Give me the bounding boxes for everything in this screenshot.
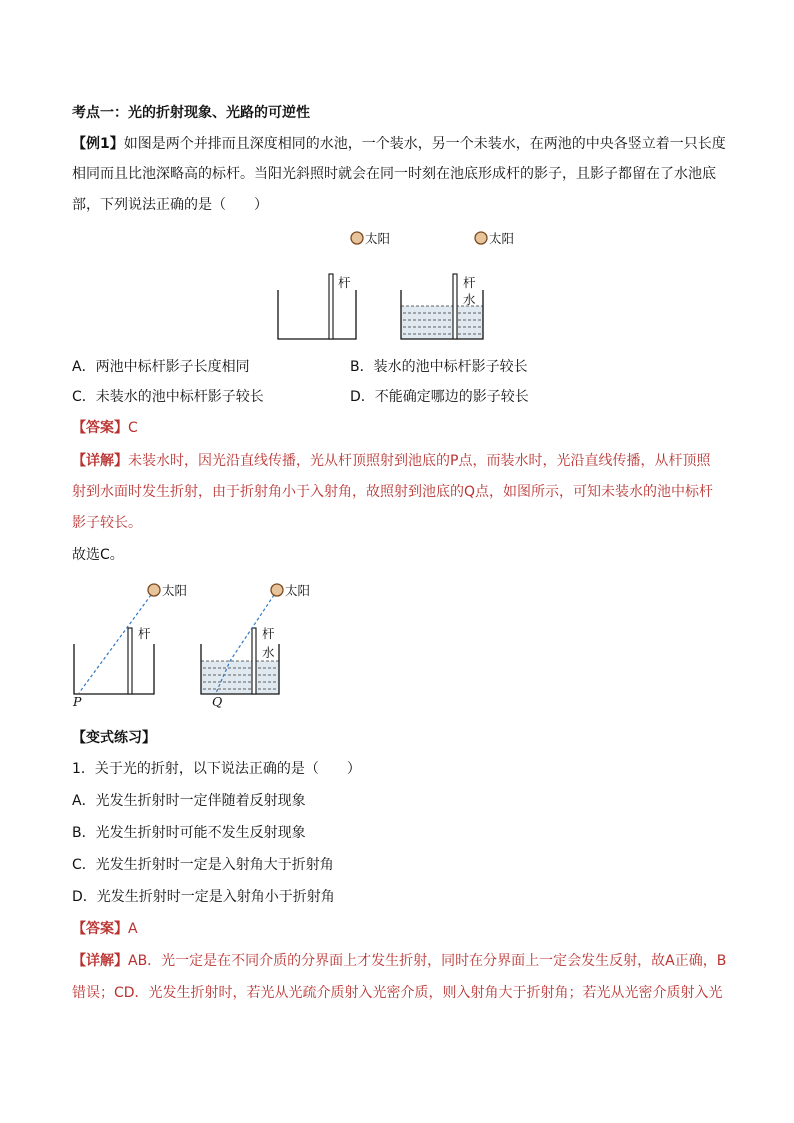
example-detail-line-1: 【详解】未装水时，因光沿直线传播，光从杆顶照射到池底的P点，而装水时，光沿直线传播，从杆顶照 (72, 453, 711, 469)
sun-left-icon (148, 584, 160, 596)
example-question-line-1: 【例1】如图是两个并排而且深度相同的水池，一个装水，另一个未装水，在两池的中央各竖立着一只长度 (72, 136, 726, 152)
practice-question: 1．关于光的折射，以下说法正确的是（ ） (72, 761, 361, 777)
pole-left-label: 杆 (338, 275, 351, 290)
pole-left (128, 628, 132, 694)
sun-right-label: 太阳 (489, 231, 515, 246)
example-detail-line-3: 影子较长。 (72, 515, 142, 531)
pole-left-label: 杆 (138, 626, 151, 641)
example-answer-value: C (128, 420, 138, 436)
section-title: 考点一：光的折射现象、光路的可逆性 (72, 105, 310, 121)
empty-pool (278, 290, 356, 339)
sun-right-label: 太阳 (285, 583, 311, 598)
practice-option-b: B．光发生折射时可能不发生反射现象 (72, 825, 306, 841)
point-q-label: Q (212, 694, 223, 709)
option-c: C．未装水的池中标杆影子较长 (72, 389, 264, 405)
sun-left-label: 太阳 (365, 231, 391, 246)
pole-right (252, 628, 256, 694)
practice-detail-line-2: 错误；CD．光发生折射时，若光从光疏介质射入光密介质，则入射角大于折射角；若光从光密介质射入光 (72, 985, 723, 1001)
example-tag: 【例1】 (72, 136, 124, 152)
sun-right-icon (475, 232, 487, 244)
option-d: D．不能确定哪边的影子较长 (350, 389, 529, 405)
practice-option-a: A．光发生折射时一定伴随着反射现象 (72, 793, 306, 809)
example-question-line-2: 相同而且比池深略高的标杆。当阳光斜照时就会在同一时刻在池底形成杆的影子，且影子都留在了水池底 (72, 166, 716, 182)
pole-right (453, 274, 457, 339)
practice-option-d: D．光发生折射时一定是入射角小于折射角 (72, 889, 335, 905)
practice-answer: 【答案】A (72, 921, 138, 937)
practice-heading: 【变式练习】 (72, 730, 156, 746)
practice-answer-value: A (128, 921, 138, 937)
sun-right-icon (271, 584, 283, 596)
practice-option-c: C．光发生折射时一定是入射角大于折射角 (72, 857, 334, 873)
example-answer: 【答案】C (72, 420, 138, 436)
water-label: 水 (463, 292, 476, 307)
sun-left-icon (351, 232, 363, 244)
example-question-line-3: 部，下列说法正确的是（ ） (72, 197, 268, 213)
empty-pool (74, 644, 154, 694)
sun-left-label: 太阳 (162, 583, 188, 598)
pole-right-label: 杆 (262, 626, 275, 641)
pole-left (329, 274, 333, 339)
water-label: 水 (262, 645, 275, 660)
option-a: A．两池中标杆影子长度相同 (72, 359, 250, 375)
light-ray-left (79, 595, 151, 693)
pole-right-label: 杆 (463, 275, 476, 290)
option-b: B．装水的池中标杆影子较长 (350, 359, 528, 375)
point-p-label: P (73, 694, 82, 709)
example-conclusion: 故选C。 (72, 547, 124, 563)
figure-pools-1 (270, 227, 530, 345)
practice-detail-line-1: 【详解】AB．光一定是在不同介质的分界面上才发生折射，同时在分界面上一定会发生反射，故A正确，B (72, 953, 727, 969)
example-detail-line-2: 射到水面时发生折射，由于折射角小于入射角，故照射到池底的Q点，如图所示，可知未装水的池中标杆 (72, 484, 714, 500)
figure-pools-2 (66, 578, 326, 710)
